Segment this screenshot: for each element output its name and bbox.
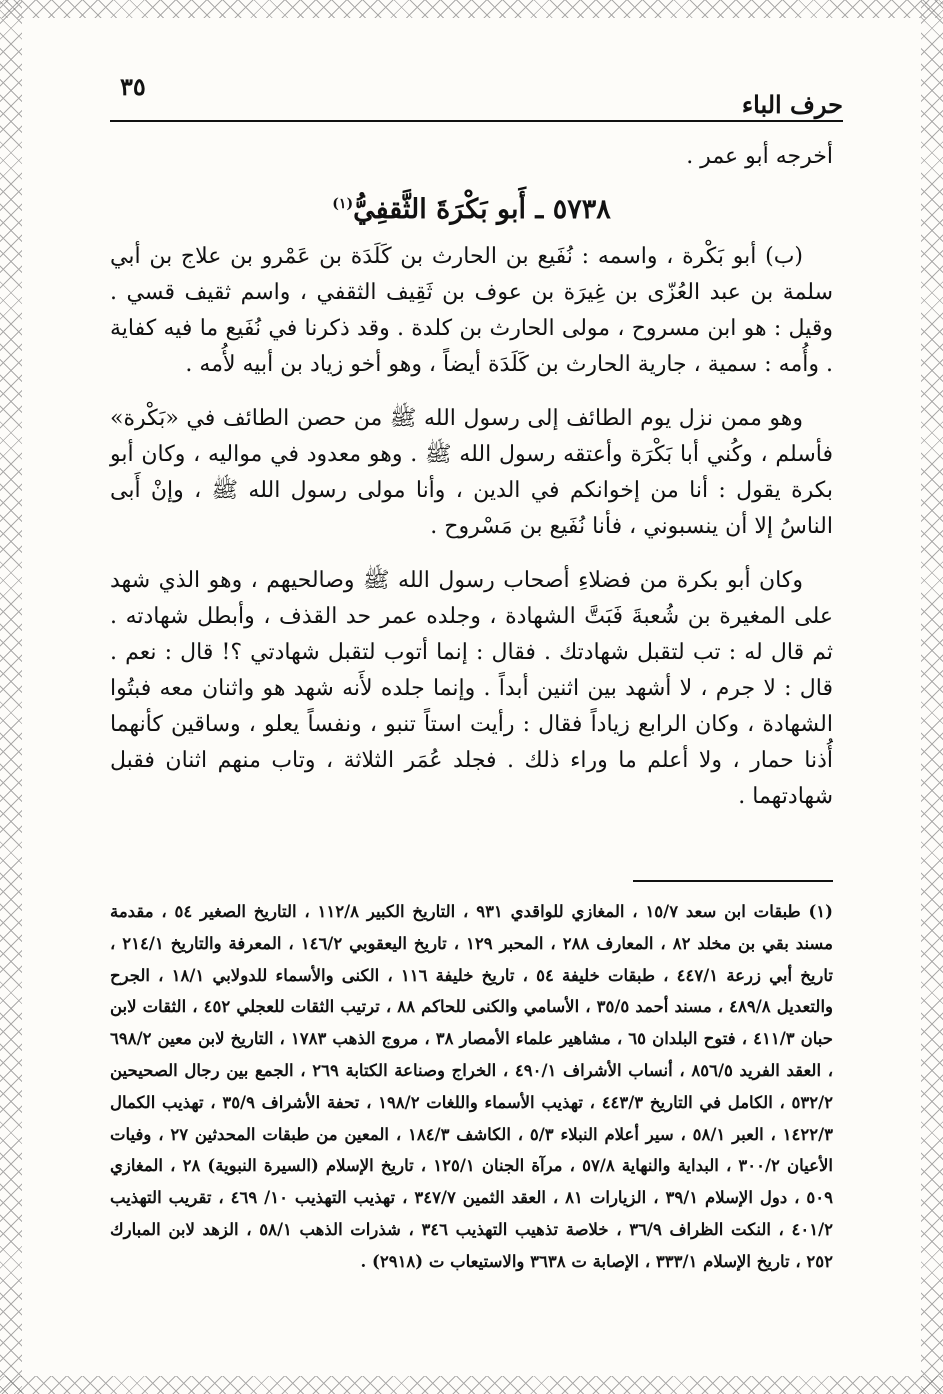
footnote-separator — [633, 880, 833, 882]
main-text — [110, 140, 833, 833]
paragraph-1 — [110, 239, 833, 383]
entry-title — [110, 194, 833, 225]
intro-line: أخرجه أبو عمر . — [686, 144, 833, 169]
footnote: (١) طبقات ابن سعد ١٥/٧ ، المغازي للواقدي ٩٣١ ، التاريخ الكبير ١١٢/٨ ، التاريخ الصغير ٥٤ ، مقدمة مسند بقي بن مخلد ٨٢ ، المعارف ٢٨٨ ، المحبر ١٢٩ ، تاريخ اليعقوبي ١٤٦/٢ ، المعرفة والتاريخ ٢١٤/١ ، تاريخ أبي زرعة ٤٤٧/١ ، طبقات خليفة ٥٤ ، تاريخ خليفة ١١٦ ، الكنى والأسماء للدولابي ١٨/١ ، الجرح والتعديل ٤٨٩/٨ ، مسند أحمد ٣٥/٥ ، الأسامي والكنى للحاكم ٨٨ ، ترتيب الثقات للعجلي ٤٥٢ ، الثقات لابن حبان ٤١١/٣ ، فتوح البلدان ٦٥ ، مشاهير علماء الأمصار ٣٨ ، مروج الذهب ١٧٨٣ ، التاريخ لابن معين ٦٩٨/٢ ، العقد الفريد ٨٥٦/٥ ، أنساب الأشراف ٤٩٠/١ ، الخراج وصناعة الكتابة ٢٦٩ ، الجمع بين رجال الصحيحين ٥٣٢/٢ ، الكامل في التاريخ ٤٤٣/٣ ، تهذيب الأسماء واللغات ١٩٨/٢ ، تحفة الأشراف ٣٥/٩ ، تهذيب الكمال ١٤٢٢/٣ ، العبر ٥٨/١ ، سير أعلام النبلاء ٥/٣ ، الكاشف ١٨٤/٣ ، المعين من طبقات المحدثين ٢٧ ، وفيات الأعيان ٣٠٠/٢ ، البداية والنهاية ٥٧/٨ ، مرآة الجنان ١٢٥/١ ، تاريخ الإسلام (السيرة النبوية) ٢٨ ، المغازي ٥٠٩ ، دول الإسلام ٣٩/١ ، الزيارات ٨١ ، العقد الثمين ٣٤٧/٧ ، تهذيب التهذيب ١٠/ ٤٦٩ ، تقريب التهذيب ٤٠١/٢ ، النكت الظراف ٣٦/٩ ، خلاصة تذهيب التهذيب ٣٤٦ ، شذرات الذهب ٥٨/١ ، الزهد لابن المبارك ٢٥٢ ، تاريخ الإسلام ٣٣٣/١ ، الإصابة ت ٣٦٣٨ والاستيعاب ت (٢٩١٨) . — [110, 902, 834, 1271]
ornamental-border-bottom — [0, 1376, 943, 1394]
paragraph-text: (ب) أبو بَكْرة ، واسمه : نُفَيع بن الحارث بن كَلَدَة بن عَمْرو بن علاج بن أبي سلمة بن عبد العُزّى بن غِيرَة بن عوف بن ثَقِيف الثقفي ، واسم ثقيف قسي . وقيل : هو ابن مسروح ، مولى الحارث بن كلدة . وقد ذكرنا في نُفَيع ما فيه كفاية . وأُمه : سمية ، جارية الحارث بن كَلَدَة أيضاً ، وهو أخو زياد بن أبيه لأُمه . — [110, 244, 833, 377]
page-number: ٣٥ — [120, 72, 146, 101]
paragraph-2 — [110, 401, 833, 545]
page-header — [110, 70, 843, 122]
paragraph-text: وهو ممن نزل يوم الطائف إلى رسول الله ﷺ من حصن الطائف في «بَكْرة» فأسلم ، وكُني أبا بَكْرَة وأعتقه رسول الله ﷺ . وهو معدود في مواليه ، وكان أبو بكرة يقول : أنا من إخوانكم في الدين ، وأنا مولى رسول الله ﷺ ، وإنْ أَبى الناسُ إلا أن ينسبوني ، فأنا نُفَيع بن مَسْروح . — [110, 406, 833, 539]
running-head: حرف الباء — [741, 90, 843, 119]
ornamental-border-right — [921, 0, 943, 1394]
ornamental-border-left — [0, 0, 22, 1394]
entry-title-text: ٥٧٣٨ ـ أَبو بَكْرَةَ الثَّقفِيُّ — [353, 194, 611, 225]
paragraph-text: وكان أبو بكرة من فضلاءِ أصحاب رسول الله ﷺ وصالحيهم ، وهو الذي شهد على المغيرة بن شُعبةَ فَبَتَّ الشهادة ، وجلده عمر حد القذف ، وأبطل شهادته . ثم قال له : تب لتقبل شهادتك . فقال : إنما أتوب لتقبل شهادتي ؟! قال : نعم . قال : لا جرم ، لا أشهد بين اثنين أبداً . وإنما جلده لأَنه شهد هو واثنان معه فبتُوا الشهادة ، وكان الرابع زياداً فقال : رأيت استاً تنبو ، ونفساً يعلو ، وساقين كأنهما أُذنا حمار ، ولا أعلم ما وراء ذلك . فجلد عُمَر الثلاثة ، وتاب منهم اثنان فقبل شهادتهما . — [110, 568, 833, 809]
ornamental-border-top — [0, 0, 943, 18]
paragraph-3 — [110, 563, 833, 815]
footnote-marker: (١) — [332, 196, 354, 212]
